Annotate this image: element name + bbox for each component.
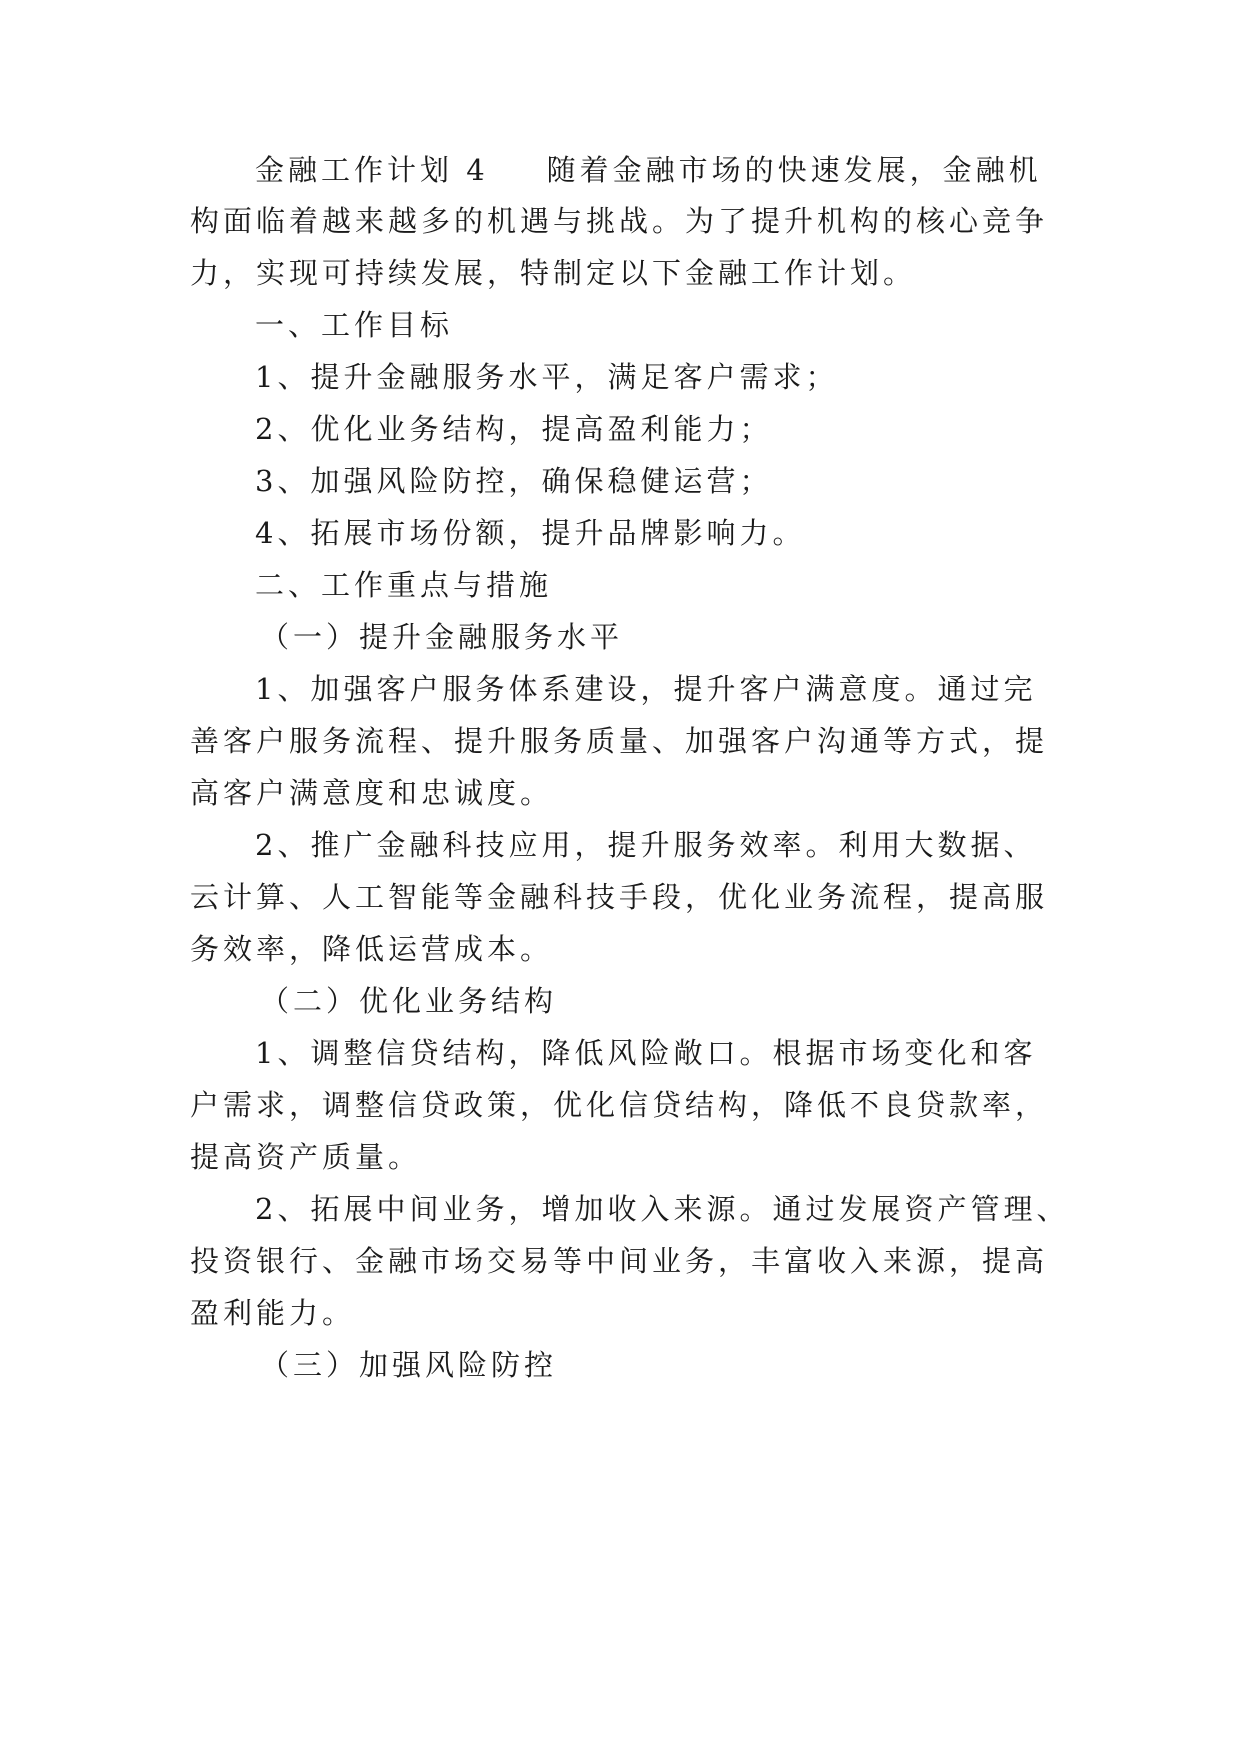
subsection-3-title: （三）加强风险防控 <box>260 1348 558 1382</box>
goal-item-4: 4、拓展市场份额，提升品牌影响力。 <box>255 516 806 550</box>
sub1-p1-line-1: 1、加强客户服务体系建设，提升客户满意度。通过完 <box>255 672 1037 706</box>
sub1-p2-line-2: 云计算、人工智能等金融科技手段，优化业务流程，提高服 <box>190 880 1049 914</box>
sub2-p1-line-1: 1、调整信贷结构，降低风险敞口。根据市场变化和客 <box>255 1036 1037 1070</box>
sub2-p2-line-3: 盈利能力。 <box>190 1296 356 1330</box>
sub1-p1-line-2: 善客户服务流程、提升服务质量、加强客户沟通等方式，提 <box>190 724 1049 758</box>
section-1-title: 一、工作目标 <box>255 308 454 342</box>
sub2-p2-line-1: 2、拓展中间业务，增加收入来源。通过发展资产管理、 <box>255 1192 1070 1226</box>
goal-item-3: 3、加强风险防控，确保稳健运营； <box>255 464 773 498</box>
section-2-title: 二、工作重点与措施 <box>255 568 553 602</box>
opening-text-start: 随着金融市场的快速发展，金融机 <box>546 153 1042 187</box>
document-heading: 金融工作计划 4 <box>255 153 489 187</box>
sub1-p2-line-3: 务效率，降低运营成本。 <box>190 932 554 966</box>
subsection-2-title: （二）优化业务结构 <box>260 984 558 1018</box>
goal-item-1: 1、提升金融服务水平，满足客户需求； <box>255 360 839 394</box>
sub1-p1-line-3: 高客户满意度和忠诚度。 <box>190 776 554 810</box>
opening-line-1 <box>255 150 1070 190</box>
subsection-1-title: （一）提升金融服务水平 <box>260 620 624 654</box>
opening-line-3: 力，实现可持续发展，特制定以下金融工作计划。 <box>190 256 917 290</box>
sub1-p2-line-1: 2、推广金融科技应用，提升服务效率。利用大数据、 <box>255 828 1037 862</box>
opening-line-2: 构面临着越来越多的机遇与挑战。为了提升机构的核心竞争 <box>190 204 1049 238</box>
sub2-p2-line-2: 投资银行、金融市场交易等中间业务，丰富收入来源，提高 <box>190 1244 1049 1278</box>
sub2-p1-line-3: 提高资产质量。 <box>190 1140 422 1174</box>
sub2-p1-line-2: 户需求，调整信贷政策，优化信贷结构，降低不良贷款率， <box>190 1088 1049 1122</box>
goal-item-2: 2、优化业务结构，提高盈利能力； <box>255 412 773 446</box>
